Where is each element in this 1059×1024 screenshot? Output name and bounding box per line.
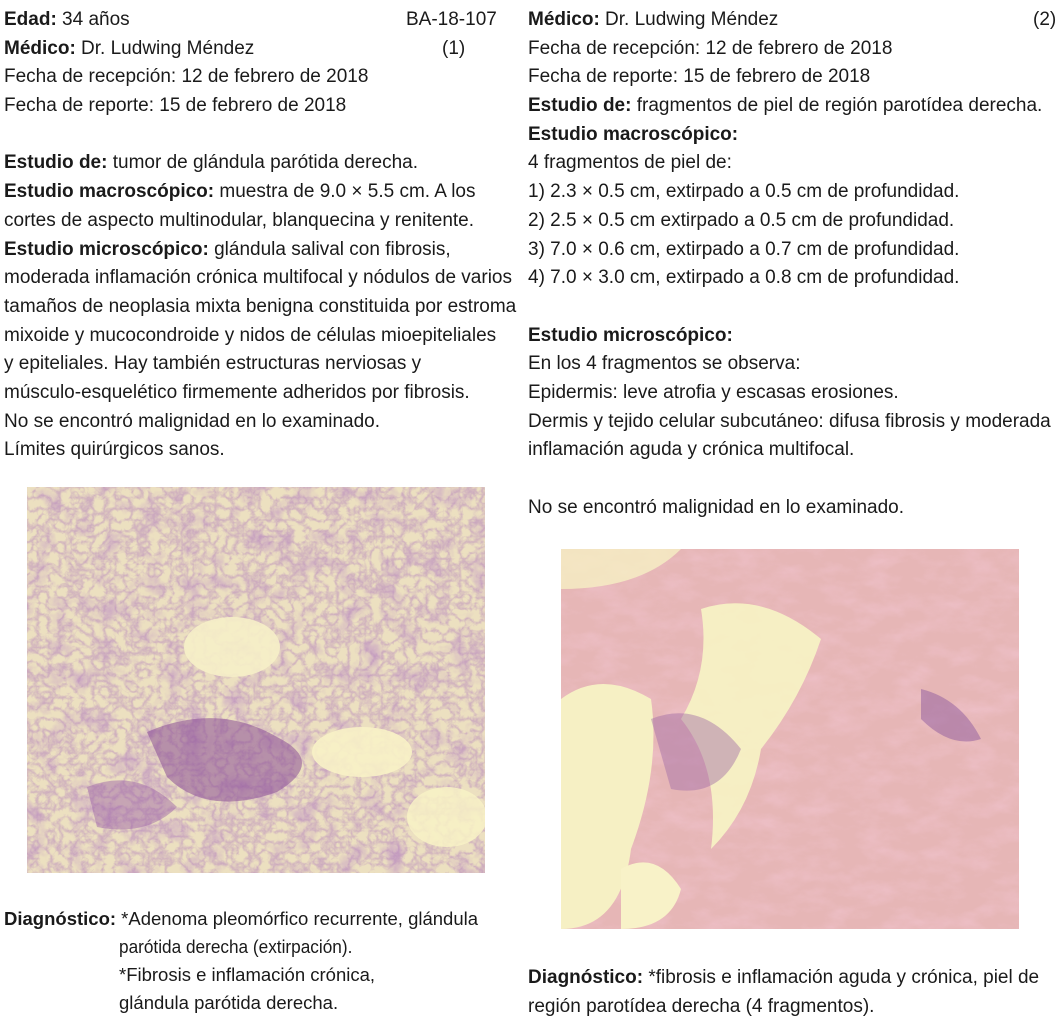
micro-line-6: músculo-esquelético firmemente adheridos por fibrosis.: [4, 381, 470, 403]
study-line-left: [4, 149, 510, 178]
doctor-value: Dr. Ludwing Méndez: [599, 9, 779, 30]
diagnosis-left-text-1: *Adenoma pleomórfico recurrente, glándula: [116, 908, 479, 929]
report-index-1: (1): [442, 37, 466, 59]
diagnosis-label-right: Diagnóstico:: [528, 967, 644, 988]
micro-line-3: tamaños de neoplasia mixta benigna constituida por estroma: [4, 295, 517, 317]
macro-line-2: cortes de aspecto multinodular, blanquecina y renitente.: [4, 209, 475, 231]
age-line: [4, 6, 510, 35]
reception-date-right: Fecha de recepción: 12 de febrero de 2018: [528, 37, 893, 59]
diagnosis-left-line-1: [4, 905, 514, 933]
doctor-value: Dr. Ludwing Méndez: [75, 37, 255, 59]
histology-image-left: [27, 487, 485, 873]
study-value: fragmentos de piel de región parotídea derecha.: [631, 95, 1043, 117]
doctor-line-left: [4, 35, 510, 64]
fragment-2: 2) 2.5 × 0.5 cm extirpado a 0.5 cm de profundidad.: [528, 209, 955, 231]
study-value: tumor de glándula parótida derecha.: [107, 152, 418, 174]
diagnosis-right-line-1: [528, 963, 1058, 992]
micro-text-1: glándula salival con fibrosis,: [208, 238, 451, 260]
report-right: [528, 6, 1056, 522]
doctor-label: Médico:: [4, 37, 76, 59]
report-date-left: Fecha de reporte: 15 de febrero de 2018: [4, 95, 347, 117]
diagnosis-label-left: Diagnóstico:: [4, 908, 117, 929]
micrograph-right: [561, 549, 1019, 929]
diagnosis-right-line-2: región parotídea derecha (4 fragmentos).: [528, 996, 875, 1017]
macro-heading-right: [528, 121, 1056, 150]
micro-line-1: [4, 236, 510, 265]
diagnosis-right: [528, 963, 1058, 1021]
micro-right-line-4: inflamación aguda y crónica multifocal.: [528, 439, 855, 461]
diagnosis-right-text-1: *fibrosis e inflamación aguda y crónica, piel de: [643, 967, 1040, 988]
age-label: Edad:: [4, 9, 57, 30]
micro-label: Estudio microscópico:: [4, 238, 209, 260]
no-malignancy-left: No se encontró malignidad en lo examinado.: [4, 410, 381, 432]
micro-label: Estudio microscópico:: [528, 324, 733, 346]
fragment-4: 4) 7.0 × 3.0 cm, extirpado a 0.8 cm de profundidad.: [528, 267, 960, 289]
diagnosis-left-line-4: glándula parótida derecha.: [119, 992, 339, 1013]
micro-right-line-3: Dermis y tejido celular subcutáneo: difusa fibrosis y moderada: [528, 410, 1051, 432]
histology-image-right: [561, 549, 1019, 929]
report-left: [4, 6, 517, 465]
micro-heading-right: [528, 322, 1056, 351]
diagnosis-left-text-2: parótida derecha (extirpación).: [119, 936, 353, 957]
surgical-limits: Límites quirúrgicos sanos.: [4, 439, 225, 461]
micrograph-left: [27, 487, 485, 873]
diagnosis-left-line-3: *Fibrosis e inflamación crónica,: [119, 964, 376, 985]
case-id: BA-18-107: [406, 9, 497, 30]
micro-right-line-2: Epidermis: leve atrofia y escasas erosiones.: [528, 381, 899, 403]
macro-label: Estudio macroscópico:: [528, 123, 739, 145]
diagnosis-left-line-2: [4, 933, 514, 961]
diagnosis-left: [4, 905, 514, 1017]
report-index-2: (2): [1033, 9, 1057, 30]
macro-label: Estudio macroscópico:: [4, 181, 215, 203]
micro-line-4: mixoide y mucocondroide y nidos de células mioepiteliales: [4, 324, 497, 346]
micro-line-5: y epiteliales. Hay también estructuras nerviosas y: [4, 353, 422, 375]
reception-date-left: Fecha de recepción: 12 de febrero de 2018: [4, 66, 369, 88]
age-value: 34 años: [56, 9, 130, 30]
micro-line-2: moderada inflamación crónica multifocal y nódulos de varios: [4, 267, 512, 289]
macro-intro-right: 4 fragmentos de piel de:: [528, 152, 732, 174]
study-label: Estudio de:: [4, 152, 108, 174]
macro-line-1: [4, 178, 510, 207]
micro-right-line-1: En los 4 fragmentos se observa:: [528, 353, 801, 375]
doctor-label: Médico:: [528, 9, 600, 30]
macro-text-1: muestra de 9.0 × 5.5 cm. A los: [214, 181, 476, 203]
study-line-right: [528, 92, 1056, 121]
no-malignancy-right: No se encontró malignidad en lo examinado.: [528, 496, 905, 518]
doctor-line-right: [528, 6, 1056, 35]
study-label: Estudio de:: [528, 95, 632, 117]
report-date-right: Fecha de reporte: 15 de febrero de 2018: [528, 66, 871, 88]
fragment-3: 3) 7.0 × 0.6 cm, extirpado a 0.7 cm de profundidad.: [528, 238, 960, 260]
fragment-1: 1) 2.3 × 0.5 cm, extirpado a 0.5 cm de profundidad.: [528, 181, 960, 203]
